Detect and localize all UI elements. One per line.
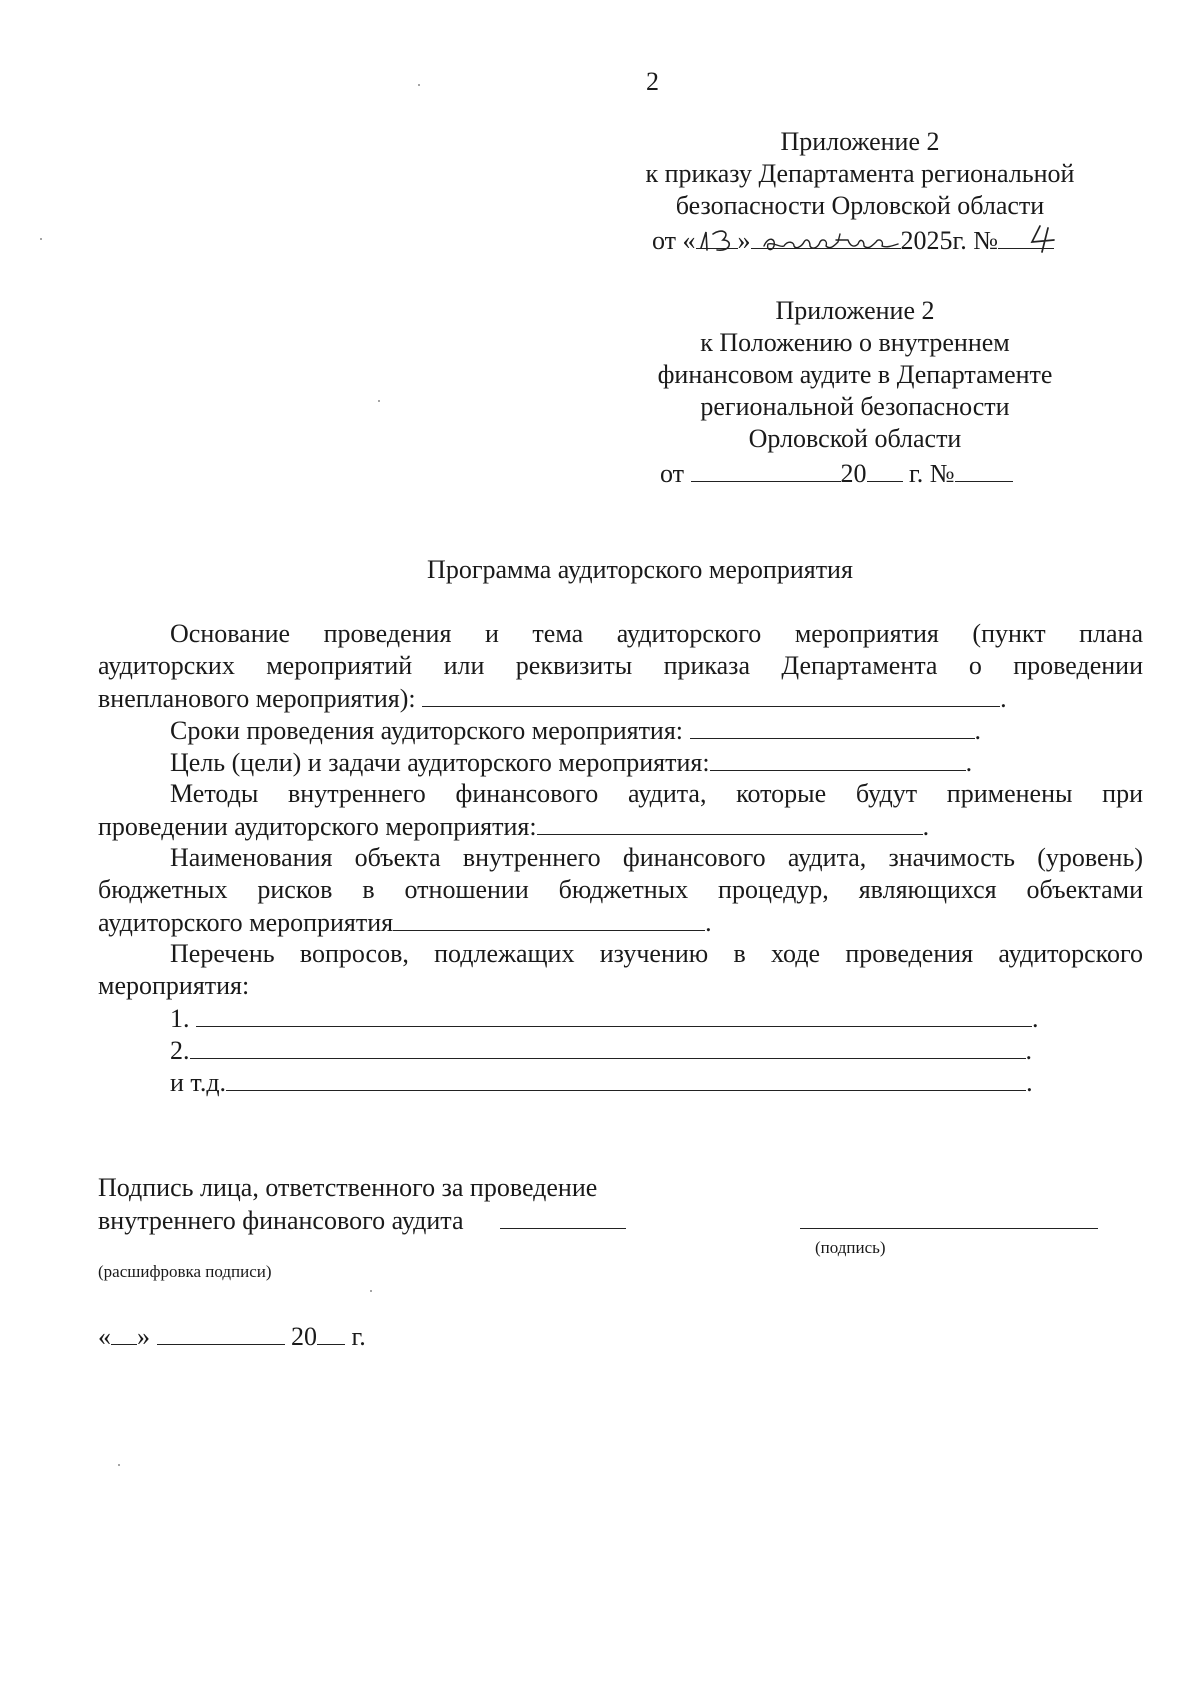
handwritten-month [760,228,910,256]
p1-line3 [98,682,1143,714]
header2-line3: финансовом аудите в Департаменте [657,360,1053,389]
p2-text: Сроки проведения аудиторского мероприятия: [170,716,684,745]
question-item-etc [98,1066,1143,1098]
item2-blank [190,1034,1026,1059]
p1-line2: аудиторских мероприятий или реквизиты приказа Департамента о проведении [98,651,1143,680]
scan-speck [378,400,380,402]
p5-line2: бюджетных рисков в отношении бюджетных процедур, являющихся объектами [98,875,1143,904]
signature-line2-text: внутреннего финансового аудита [98,1206,464,1235]
decode-caption: (расшифровка подписи) [98,1262,272,1281]
header2-number-blank [955,457,1013,482]
p2-blank [690,714,975,739]
scan-speck [118,1464,120,1466]
p3-blank [710,746,966,771]
sig-month-blank [157,1320,285,1345]
header2-line5: Орловской области [748,424,962,453]
p3-line [98,746,1143,778]
page-number: 2 [646,67,659,96]
sig-date-year: 20 [291,1322,317,1351]
header1-date-close: » [737,226,751,255]
question-item-2 [98,1034,1143,1066]
header2-date-line [660,457,1013,490]
p3-period: . [965,748,973,777]
sig-year-blank [317,1320,345,1345]
item1-blank [196,1002,1032,1027]
appendix-header-1 [600,126,1120,222]
header1-date-prefix: от « [652,226,696,255]
signature-short-blank [500,1204,626,1229]
p5-line3 [98,906,1143,938]
header1-date-year: 2025г. № [900,226,999,255]
item3-blank [226,1066,1026,1091]
scan-speck [40,238,42,240]
p5-line1: Наименования объекта внутреннего финансового аудита, значимость (уровень) [170,843,1143,872]
document-body [98,618,1143,1098]
p6-line2: мероприятия: [98,971,250,1000]
signature-line2 [98,1204,626,1237]
appendix-header-2 [605,295,1105,455]
header2-date-blank [691,457,841,482]
header1-line2: к приказу Департамента региональной [645,159,1075,188]
sig-date-close: » [137,1322,150,1351]
p2-period: . [974,716,982,745]
header2-line4: региональной безопасности [700,392,1010,421]
header2-date-prefix: от [660,459,685,488]
header2-line1: Приложение 2 [775,296,935,325]
signature-line1: Подпись лица, ответственного за проведение [98,1173,598,1202]
question-item-1 [98,1002,1143,1034]
item2-period: . [1025,1036,1032,1065]
p5-line3-text: аудиторского мероприятия [98,908,394,937]
p1-line1: Основание проведения и тема аудиторского мероприятия (пункт плана [170,619,1143,648]
signature-caption: (подпись) [815,1238,886,1257]
p5-period: . [705,908,712,937]
p4-line2-text: проведении аудиторского мероприятия: [98,812,537,841]
handwritten-number [1028,222,1064,256]
signature-long-blank [800,1228,1098,1229]
p4-blank [537,810,923,835]
p1-blank [422,682,1000,707]
item3-period: . [1026,1068,1033,1097]
p2-line [98,714,1143,746]
signature-label [98,1172,626,1237]
sig-date-suffix: г. [351,1322,366,1351]
p1-period: . [1000,684,1007,713]
sig-day-blank [111,1320,137,1345]
sig-date-open: « [98,1322,111,1351]
handwritten-day [697,226,741,256]
p4-period: . [922,812,930,841]
header2-year-blank [867,457,903,482]
header1-line3: безопасности Орловской области [675,191,1045,220]
p6-line1: Перечень вопросов, подлежащих изучению в ходе проведения аудиторского [170,939,1143,968]
p4-line2 [98,810,1143,842]
header1-line1: Приложение 2 [780,127,940,156]
header2-date-year: 20 [840,459,867,488]
scan-speck [418,84,420,86]
item1-number: 1. [170,1004,190,1033]
p4-line1: Методы внутреннего финансового аудита, которые будут применены при [170,779,1143,808]
item2-number: 2. [170,1036,190,1065]
document-title: Программа аудиторского мероприятия [427,555,853,584]
item1-period: . [1032,1004,1039,1033]
header2-date-suffix: г. № [909,459,955,488]
p3-text: Цель (цели) и задачи аудиторского мероприятия: [170,748,710,777]
p5-blank [393,906,705,931]
signature-date-line [98,1320,366,1353]
p1-line3-text: внепланового мероприятия): [98,684,416,713]
header2-line2: к Положению о внутреннем [700,328,1010,357]
scan-speck [370,1290,372,1292]
item3-label: и т.д. [170,1068,227,1097]
